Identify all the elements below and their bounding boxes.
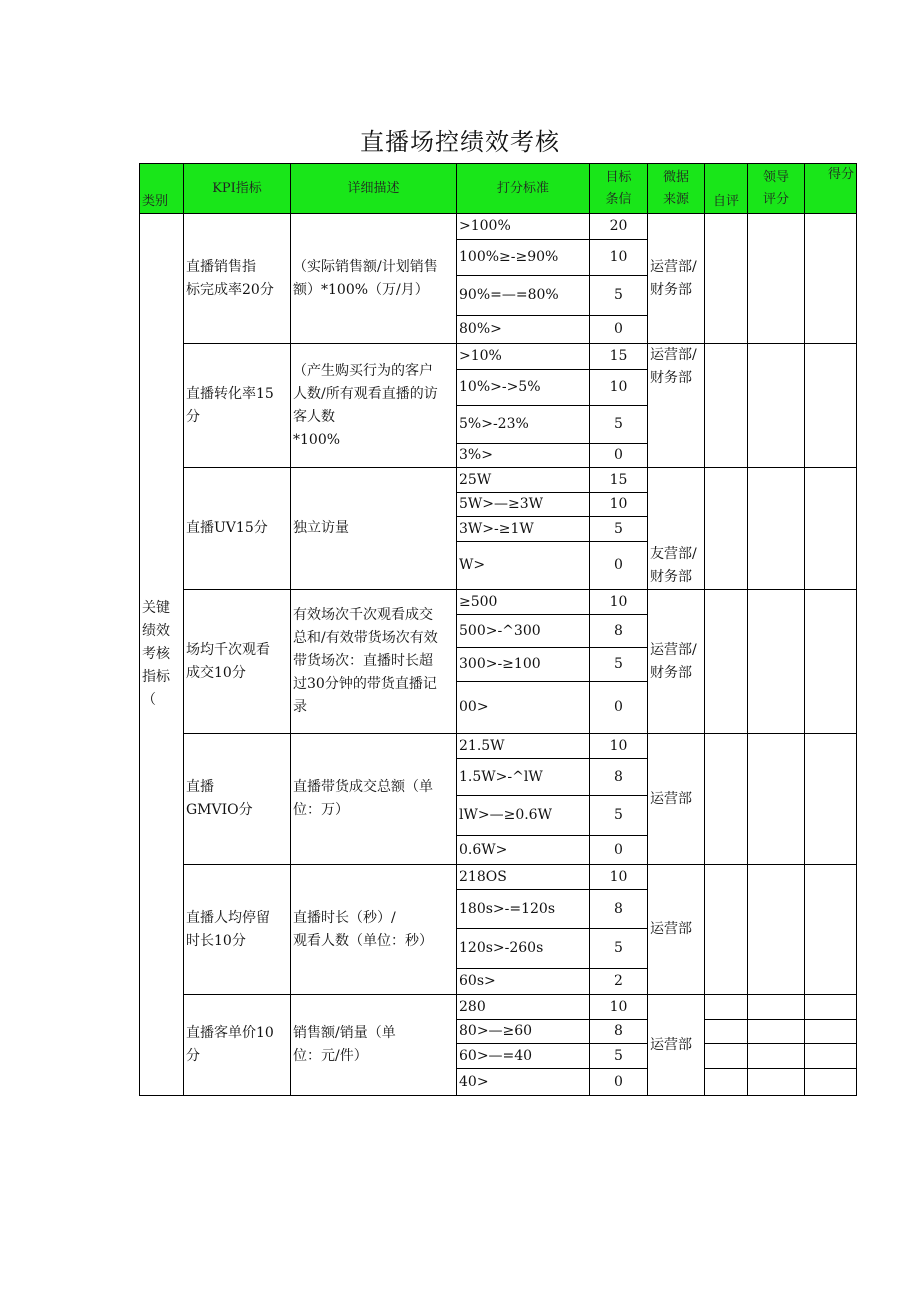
kpi-indicator: 场均千次观看 成交10分: [184, 590, 291, 734]
target-points: 8: [590, 759, 648, 796]
scoring-standard: 5%>-23%: [457, 406, 590, 444]
scoring-standard: W>: [457, 542, 590, 590]
scoring-standard: 180s>-=120s: [457, 890, 590, 929]
header-target: 目标 条信: [590, 164, 648, 214]
page-title: 直播场控绩效考核: [360, 128, 560, 156]
scoring-standard: 0.6W>: [457, 836, 590, 865]
data-source: 运营部/ 财务部: [648, 590, 705, 734]
header-self-eval: 自评: [705, 164, 748, 214]
target-points: 10: [590, 493, 648, 517]
kpi-description: （实际销售额/计划销售 额）*100%（万/月）: [291, 214, 457, 344]
target-points: 15: [590, 468, 648, 493]
self-eval-cell[interactable]: [705, 590, 748, 734]
category-cell: 关键 绩效 考核 指标 （: [140, 214, 184, 1096]
scoring-standard: ≥500: [457, 590, 590, 615]
scoring-standard: 120s>-260s: [457, 929, 590, 969]
target-points: 5: [590, 648, 648, 682]
kpi-indicator: 直播 GMVIO分: [184, 734, 291, 865]
target-points: 10: [590, 734, 648, 759]
score-cell[interactable]: [805, 1044, 857, 1069]
table-row: [140, 590, 857, 615]
self-eval-cell[interactable]: [705, 344, 748, 468]
self-eval-cell[interactable]: [705, 214, 748, 344]
score-cell[interactable]: [805, 214, 857, 344]
leader-eval-cell[interactable]: [748, 734, 805, 865]
data-source: 运营部: [648, 734, 705, 865]
scoring-standard: 60>—=40: [457, 1044, 590, 1069]
kpi-description: 销售额/销量（单 位：元/件）: [291, 995, 457, 1096]
self-eval-cell[interactable]: [705, 865, 748, 995]
leader-eval-cell[interactable]: [748, 468, 805, 590]
kpi-description: 有效场次千次观看成交 总和/有效带货场次有效 带货场次：直播时长超 过30分钟的带货直播记 录: [291, 590, 457, 734]
target-points: 5: [590, 796, 648, 836]
target-points: 10: [590, 240, 648, 276]
kpi-indicator: 直播人均停留 时长10分: [184, 865, 291, 995]
score-cell[interactable]: [805, 1069, 857, 1096]
leader-eval-cell[interactable]: [748, 214, 805, 344]
self-eval-cell[interactable]: [705, 1069, 748, 1096]
header-source: 微据 来源: [648, 164, 705, 214]
scoring-standard: 90%=—=80%: [457, 276, 590, 316]
scoring-standard: 25W: [457, 468, 590, 493]
leader-eval-cell[interactable]: [748, 1044, 805, 1069]
data-source: 运营部: [648, 865, 705, 995]
target-points: 15: [590, 344, 648, 370]
score-cell[interactable]: [805, 865, 857, 995]
scoring-standard: 3W>-≥1W: [457, 517, 590, 542]
score-cell[interactable]: [805, 734, 857, 865]
scoring-standard: 40>: [457, 1069, 590, 1096]
leader-eval-cell[interactable]: [748, 590, 805, 734]
scoring-standard: 218OS: [457, 865, 590, 890]
leader-eval-cell[interactable]: [748, 865, 805, 995]
leader-eval-cell[interactable]: [748, 1069, 805, 1096]
score-cell[interactable]: [805, 468, 857, 590]
scoring-standard: lW>—≥0.6W: [457, 796, 590, 836]
kpi-indicator: 直播转化率15 分: [184, 344, 291, 468]
table-row: [140, 344, 857, 370]
scoring-standard: 00>: [457, 682, 590, 734]
kpi-description: 直播带货成交总额（单 位：万）: [291, 734, 457, 865]
header-category: 类别: [140, 164, 184, 214]
leader-eval-cell[interactable]: [748, 995, 805, 1020]
scoring-standard: 80%>: [457, 316, 590, 344]
target-points: 8: [590, 890, 648, 929]
kpi-indicator: 直播UV15分: [184, 468, 291, 590]
score-cell[interactable]: [805, 590, 857, 734]
header-leader-eval: 领导 评分: [748, 164, 805, 214]
header-row: [140, 164, 857, 214]
target-points: 5: [590, 406, 648, 444]
target-points: 5: [590, 517, 648, 542]
score-cell[interactable]: [805, 344, 857, 468]
data-source: 运营部/ 财务部: [648, 214, 705, 344]
self-eval-cell[interactable]: [705, 734, 748, 865]
target-points: 2: [590, 969, 648, 995]
target-points: 5: [590, 929, 648, 969]
self-eval-cell[interactable]: [705, 1020, 748, 1044]
target-points: 0: [590, 1069, 648, 1096]
self-eval-cell[interactable]: [705, 995, 748, 1020]
leader-eval-cell[interactable]: [748, 1020, 805, 1044]
header-scoring: 打分标准: [457, 164, 590, 214]
target-points: 5: [590, 276, 648, 316]
kpi-indicator: 直播销售指 标完成率20分: [184, 214, 291, 344]
scoring-standard: 1.5W>-^lW: [457, 759, 590, 796]
scoring-standard: 280: [457, 995, 590, 1020]
self-eval-cell[interactable]: [705, 468, 748, 590]
table-row: [140, 468, 857, 493]
target-points: 10: [590, 995, 648, 1020]
scoring-standard: 500>-^300: [457, 615, 590, 648]
target-points: 0: [590, 682, 648, 734]
data-source: 运营部: [648, 995, 705, 1096]
scoring-standard: 3%>: [457, 444, 590, 468]
target-points: 0: [590, 542, 648, 590]
scoring-standard: 100%≥-≥90%: [457, 240, 590, 276]
score-cell[interactable]: [805, 1020, 857, 1044]
scoring-standard: 60s>: [457, 969, 590, 995]
kpi-description: 直播时长（秒）/ 观看人数（单位：秒）: [291, 865, 457, 995]
target-points: 0: [590, 316, 648, 344]
target-points: 20: [590, 214, 648, 240]
target-points: 10: [590, 865, 648, 890]
scoring-standard: 80>—≥60: [457, 1020, 590, 1044]
table-row: [140, 865, 857, 890]
target-points: 5: [590, 1044, 648, 1069]
header-kpi: KPI指标: [184, 164, 291, 214]
scoring-standard: 10%>->5%: [457, 370, 590, 406]
scoring-standard: 300>-≥100: [457, 648, 590, 682]
table-row: [140, 214, 857, 240]
table-row: [140, 995, 857, 1020]
data-source: 友营部/ 财务部: [648, 468, 705, 590]
leader-eval-cell[interactable]: [748, 344, 805, 468]
target-points: 0: [590, 444, 648, 468]
scoring-standard: >10%: [457, 344, 590, 370]
header-score: 得分: [805, 164, 857, 214]
target-points: 10: [590, 370, 648, 406]
kpi-description: 独立访量: [291, 468, 457, 590]
target-points: 8: [590, 1020, 648, 1044]
table-row: [140, 734, 857, 759]
target-points: 8: [590, 615, 648, 648]
kpi-table: [139, 163, 857, 1096]
self-eval-cell[interactable]: [705, 1044, 748, 1069]
data-source: 运营部/ 财务部: [648, 344, 705, 468]
header-description: 详细描述: [291, 164, 457, 214]
scoring-standard: 21.5W: [457, 734, 590, 759]
kpi-description: （产生购买行为的客户 人数/所有观看直播的访 客人数 *100%: [291, 344, 457, 468]
scoring-standard: 5W>—≥3W: [457, 493, 590, 517]
target-points: 10: [590, 590, 648, 615]
score-cell[interactable]: [805, 995, 857, 1020]
target-points: 0: [590, 836, 648, 865]
kpi-indicator: 直播客单价10 分: [184, 995, 291, 1096]
scoring-standard: >100%: [457, 214, 590, 240]
